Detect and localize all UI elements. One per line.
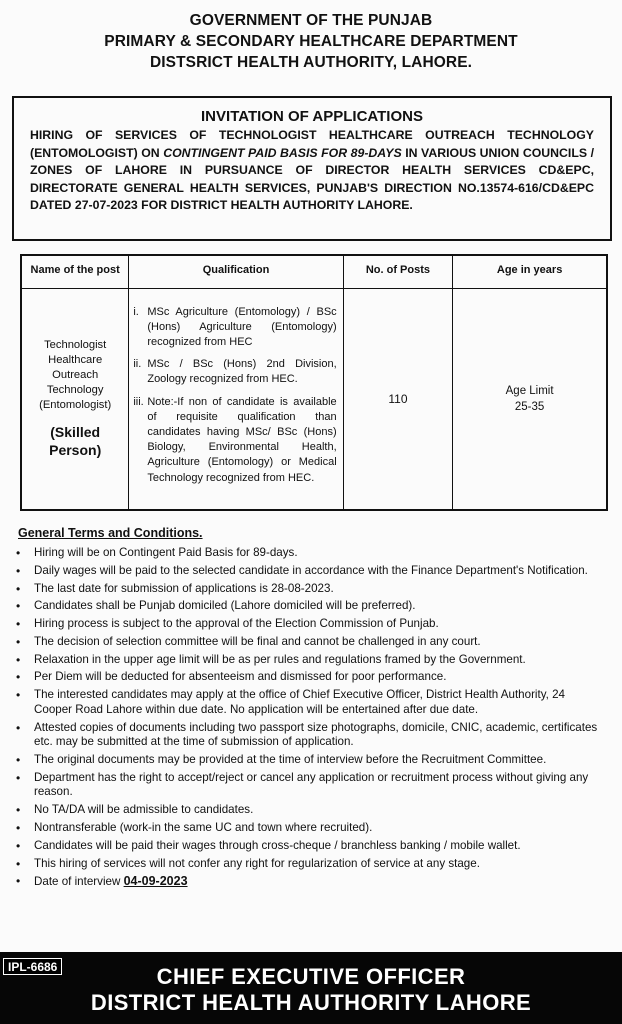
qualification-number: i. (133, 305, 139, 318)
header-name-of-post: Name of the post (21, 255, 129, 288)
bullet-icon: • (16, 753, 21, 767)
list-item (16, 635, 602, 650)
bullet-icon: • (16, 634, 21, 649)
post-name-line: (Entomologist) (39, 399, 112, 412)
list-item (16, 688, 602, 717)
footer-title: CHIEF EXECUTIVE OFFICER (156, 964, 466, 989)
invitation-box (12, 96, 612, 241)
term-text: No TA/DA will be admissible to candidates. (34, 803, 254, 817)
term-text: Nontransferable (work-in the same UC and town where recruited). (34, 820, 373, 834)
table-row (21, 288, 607, 510)
bullet-icon: • (16, 874, 21, 889)
invitation-title: INVITATION OF APPLICATIONS (201, 108, 423, 125)
age-limit-value: 25-35 (514, 400, 545, 413)
list-item (16, 546, 602, 561)
qualification-cell (129, 288, 343, 510)
bullet-icon: • (16, 856, 21, 871)
term-text: Per Diem will be deducted for absenteeism and dismissed for poor performance. (34, 670, 447, 684)
bullet-icon: • (16, 720, 21, 735)
list-item (16, 564, 602, 579)
list-item (16, 771, 602, 800)
header (0, 10, 622, 73)
interview-date-item (16, 874, 602, 890)
header-age: Age in years (453, 255, 607, 288)
bullet-icon: • (16, 581, 21, 596)
qualification-item (133, 395, 336, 486)
header-qualification: Qualification (129, 255, 343, 288)
terms-title: General Terms and Conditions. (18, 526, 203, 540)
bullet-icon: • (16, 770, 21, 785)
list-item (16, 839, 602, 854)
bullet-icon: • (16, 820, 21, 835)
header-no-of-posts: No. of Posts (343, 255, 453, 288)
interview-date-value: 04-09-2023 (123, 874, 188, 889)
term-text: Hiring will be on Contingent Paid Basis for 89-days. (34, 546, 298, 559)
invitation-body-end: IN VARIOUS UNION COUNCILS / ZONES OF LAHORE IN PURSUANCE OF DIRECTOR HEALTH SERVICES CD&EPC, DIRECTORATE GENERAL HEALTH SERVICES, PUNJAB'S DIRECTION NO.13574-616/CD&EPC DATED 27-07-2023 FOR DISTRICT HEALTH AUTHORITY LAHORE. (30, 145, 594, 212)
list-item (16, 617, 602, 632)
skilled-line: Person) (49, 442, 102, 459)
qualification-number: ii. (133, 358, 142, 371)
qualification-number: iii. (133, 395, 144, 408)
list-item (16, 670, 602, 685)
posts-count-cell: 110 (343, 288, 453, 510)
list-item (16, 857, 602, 872)
bullet-icon: • (16, 652, 21, 667)
bullet-icon: • (16, 617, 21, 632)
age-cell (453, 288, 607, 510)
age-limit-label: Age Limit (505, 384, 554, 397)
term-text: This hiring of services will not confer any right for regularization of service at any stage. (34, 856, 480, 870)
header-department: PRIMARY & SECONDARY HEALTHCARE DEPARTMENT (104, 33, 518, 50)
qualification-text: Note:-If non of candidate is available of requisite qualification than candidates having MSc/ BSc (Hons) Biology, Environmental Health, Agriculture (Entomology) or Medical Technology recognized from HEC. (147, 395, 337, 484)
bullet-icon: • (16, 803, 21, 818)
invitation-body-emphasis: CONTINGENT PAID BASIS FOR 89-DAYS (163, 145, 402, 160)
footer-authority: DISTRICT HEALTH AUTHORITY LAHORE (90, 990, 532, 1015)
term-text: Relaxation in the upper age limit will be as per rules and regulations framed by the Government. (34, 652, 526, 666)
term-text: The decision of selection committee will be final and cannot be challenged in any court. (34, 634, 481, 648)
ipl-code: IPL-6686 (3, 958, 62, 975)
terms-list (16, 546, 602, 893)
skilled-line: (Skilled (50, 424, 101, 441)
invitation-body-start: HIRING OF SERVICES OF TECHNOLOGIST HEALTHCARE OUTREACH TECHNOLOGY (ENTOMOLOGIST) ON (30, 128, 594, 160)
qualification-item (133, 357, 336, 387)
post-name-cell (21, 288, 129, 510)
posts-table (20, 254, 608, 511)
bullet-icon: • (16, 563, 21, 578)
qualification-text: MSc Agriculture (Entomology) / BSc (Hons) Agriculture (Entomology) recognized from HEC (147, 305, 337, 349)
bullet-icon: • (16, 688, 21, 703)
term-text: The interested candidates may apply at the office of Chief Executive Officer, District Health Authority, 24 Cooper Road Lahore within due date. No application will be entertained after due date. (34, 688, 566, 716)
bullet-icon: • (16, 546, 21, 560)
post-name-line: Outreach (52, 369, 99, 382)
list-item (16, 599, 602, 614)
footer-signatory (0, 964, 622, 1016)
list-item (16, 653, 602, 668)
term-text: Candidates shall be Punjab domiciled (Lahore domiciled will be preferred). (34, 599, 416, 613)
bullet-icon: • (16, 670, 21, 685)
term-text: Hiring process is subject to the approval of the Election Commission of Punjab. (34, 617, 439, 631)
qualification-text: MSc / BSc (Hons) 2nd Division, Zoology recognized from HEC. (147, 358, 337, 386)
skilled-person-label (26, 423, 124, 459)
header-authority: DISTSRICT HEALTH AUTHORITY, LAHORE. (149, 54, 473, 71)
interview-date-label: Date of interview (34, 875, 124, 889)
bullet-icon: • (16, 599, 21, 614)
table-header-row (21, 255, 607, 288)
list-item (16, 753, 602, 768)
term-text: Daily wages will be paid to the selected candidate in accordance with the Finance Department's Notification. (34, 563, 588, 577)
header-government: GOVERNMENT OF THE PUNJAB (189, 12, 433, 29)
list-item (16, 721, 602, 750)
term-text: Candidates will be paid their wages through cross-cheque / branchless banking / mobile wallet. (34, 838, 521, 852)
post-name-line: Technologist (44, 339, 107, 352)
post-name-line: Healthcare (48, 354, 103, 367)
footer-banner (0, 952, 622, 1024)
qualification-item (133, 305, 336, 351)
term-text: Department has the right to accept/reject or cancel any application or recruitment process without giving any reason. (34, 770, 589, 799)
invitation-body (14, 125, 610, 215)
post-name-line: Technology (46, 384, 104, 397)
list-item (16, 803, 602, 818)
term-text: Attested copies of documents including two passport size photographs, domicile, CNIC, academic, certificates etc. may be submitted at the time of submission of application. (34, 720, 598, 749)
term-text: The original documents may be provided at the time of interview before the Recruitment Committee. (34, 753, 547, 766)
term-text: The last date for submission of applications is 28-08-2023. (34, 581, 334, 595)
list-item (16, 582, 602, 597)
list-item (16, 821, 602, 836)
bullet-icon: • (16, 838, 21, 853)
